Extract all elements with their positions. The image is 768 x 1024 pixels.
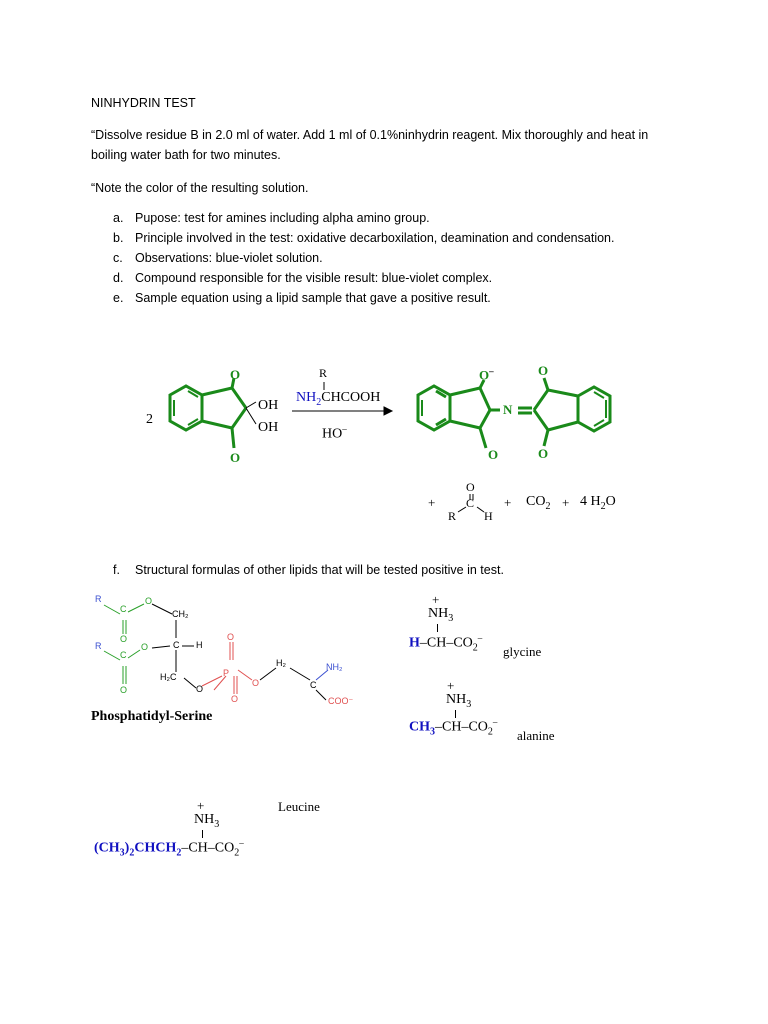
product-o-2: O [538, 363, 549, 378]
leucine-bond [202, 830, 203, 838]
glycine-name: glycine [503, 644, 542, 659]
plus-sign-2: + [504, 495, 512, 510]
leucine-nh3: $NH_3$ [194, 812, 220, 830]
instruction-line-2: boiling water bath for two minutes. [91, 148, 281, 162]
ps-r2: R [95, 641, 102, 651]
list-item-c: c. Observations: blue-violet solution. [113, 251, 323, 265]
ps-c-serine: C [310, 680, 317, 690]
carbonyl-o-top: O [230, 367, 241, 382]
product-o-minus: O– [479, 366, 494, 383]
ps-nh2: NH₂ [326, 662, 343, 672]
phosphatidyl-serine-label: Phosphatidyl-Serine [91, 709, 213, 724]
leucine-formula: $(CH_3)_2CHCH_2-CH-CO_2^-$ [94, 838, 244, 859]
product-o-3: O [538, 446, 549, 461]
carbon-dioxide: $CO_2$ [526, 494, 551, 512]
carbonyl-o-bottom: O [230, 450, 241, 465]
ps-h-mid: H [196, 640, 203, 650]
water: 4 $H_2O$ [580, 494, 616, 512]
glycine-bond [437, 624, 438, 632]
glycine-formula: $H-CH-CO_2^-$ [409, 633, 483, 654]
alanine-formula: $CH_3-CH-CO_2^-$ [409, 717, 498, 738]
ps-o2b: O [120, 685, 128, 695]
hydroxyl-label-1: OH [258, 398, 279, 413]
ps-c1: C [120, 604, 127, 614]
aldehyde-h: H [484, 509, 493, 523]
ps-o-low: O [196, 684, 204, 694]
ps-o2: O [141, 642, 149, 652]
section-heading: NINHYDRIN TEST [91, 96, 196, 110]
ps-phosphorus: P [223, 668, 230, 678]
list-item-d: d. Compound responsible for the visible result: blue-violet complex. [113, 271, 493, 285]
product-structure [418, 378, 610, 448]
ps-r1: R [95, 594, 102, 604]
coefficient: 2 [146, 412, 153, 427]
glycine-nh3: $NH_3$ [428, 606, 454, 624]
reagent-r: R [319, 366, 328, 380]
alanine-name: alanine [517, 728, 555, 743]
base-label: HO– [322, 424, 347, 442]
leucine-plus: + [197, 798, 205, 813]
ps-h2: H₂ [276, 658, 286, 668]
ps-po2: O [231, 694, 239, 704]
aldehyde-o: O [466, 480, 475, 494]
hydroxyl-label-2: OH [258, 420, 279, 435]
plus-sign-3: + [562, 495, 570, 510]
ps-c-mid: C [173, 640, 180, 650]
ps-coo: COO⁻ [328, 696, 354, 706]
product-nitrogen: N [503, 402, 513, 417]
list-item-a: a. Pupose: test for amines including alpha amino group. [113, 211, 430, 225]
instruction-note: “Note the color of the resulting solution. [91, 181, 309, 195]
plus-sign-1: + [428, 495, 436, 510]
ps-o1b: O [120, 634, 128, 644]
list-item-e: e. Sample equation using a lipid sample that gave a positive result. [113, 291, 491, 305]
leucine-name: Leucine [278, 799, 320, 814]
ps-ch2: CH₂ [172, 609, 189, 619]
list-item-b: b. Principle involved in the test: oxidative decarboxilation, deamination and condensation. [113, 231, 615, 245]
phosphatidyl-serine-structure [104, 604, 328, 700]
ps-po3: O [252, 678, 260, 688]
aldehyde-c: C [466, 496, 475, 510]
glycine-plus: + [432, 592, 440, 607]
alanine-nh3: $NH_3$ [446, 692, 472, 710]
ps-c2: C [120, 650, 127, 660]
reagent-formula: $NH_2CHCOOH$ [296, 390, 381, 408]
ps-o1: O [145, 596, 153, 606]
list-item-f: f. Structural formulas of other lipids that will be tested positive in test. [113, 563, 504, 577]
alanine-plus: + [447, 678, 455, 693]
instruction-line-1: “Dissolve residue B in 2.0 ml of water. Add 1 ml of 0.1%ninhydrin reagent. Mix thoroughly and heat in [91, 128, 649, 142]
ps-po1: O [227, 632, 235, 642]
ps-h2c: H₂C [160, 672, 177, 682]
product-o-1: O [488, 447, 499, 462]
ninhydrin-structure [170, 378, 246, 448]
aldehyde-r: R [448, 509, 457, 523]
